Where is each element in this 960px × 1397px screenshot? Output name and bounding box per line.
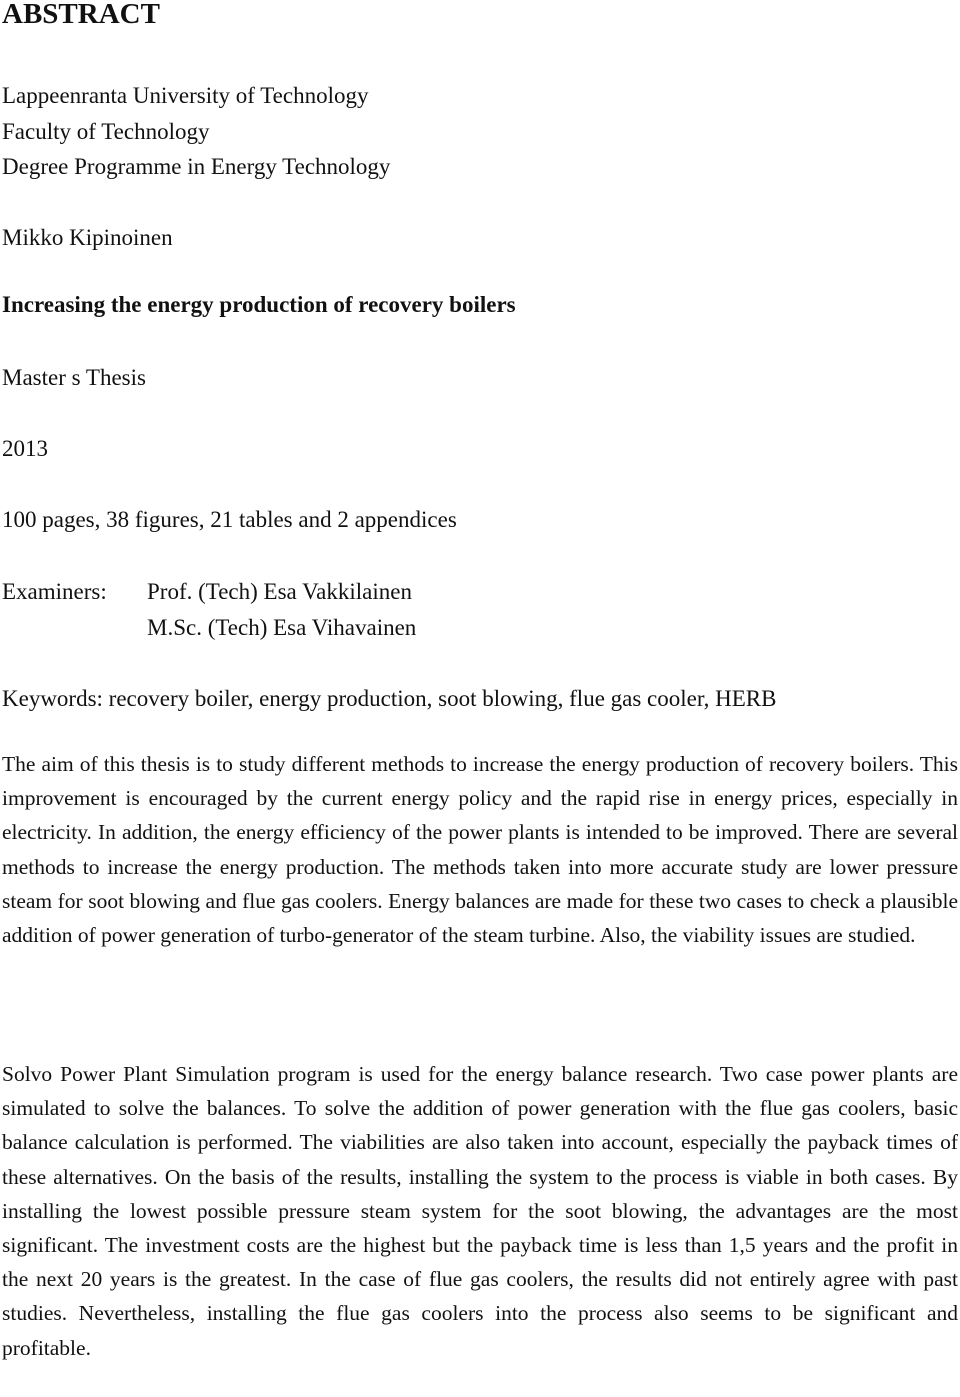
examiner-1: Prof. (Tech) Esa Vakkilainen [147,579,412,604]
thesis-type: Master s Thesis [2,365,146,390]
author-name: Mikko Kipinoinen [2,225,173,250]
university-name: Lappeenranta University of Technology [2,83,369,108]
thesis-year: 2013 [2,436,48,461]
abstract-heading: ABSTRACT [2,0,160,30]
abstract-paragraph-2: Solvo Power Plant Simulation program is used for the energy balance research. Two case power plants are simulated to solve the balances. To solve the addition of power generation with the flue gas coolers, basic balance calculation is performed. The viabilities are also taken into account, especially the payback times of these alternatives. On the basis of the results, installing the system to the process is viable in both cases. By installing the lowest possible pressure steam system for the soot blowing, the advantages are the most significant. The investment costs are the highest but the payback time is less than 1,5 years and the profit in the next 20 years is the greatest. In the case of flue gas coolers, the results did not entirely agree with past studies. Nevertheless, installing the flue gas coolers into the process also seems to be significant and profitable. [2,1062,958,1360]
examiners-label: Examiners: [2,579,107,604]
thesis-extent: 100 pages, 38 figures, 21 tables and 2 appendices [2,507,457,532]
abstract-paragraph-1: The aim of this thesis is to study different methods to increase the energy production of recovery boilers. This improvement is encouraged by the current energy policy and the rapid rise in energy prices, especially in electricity. In addition, the energy efficiency of the power plants is intended to be improved. There are several methods to increase the energy production. The methods taken into more accurate study are lower pressure steam for soot blowing and flue gas coolers. Energy balances are made for these two cases to check a plausible addition of power generation of turbo-generator of the steam turbine. Also, the viability issues are studied. [2,752,958,948]
examiner-2: M.Sc. (Tech) Esa Vihavainen [147,615,417,640]
thesis-title: Increasing the energy production of recovery boilers [2,292,516,317]
programme-name: Degree Programme in Energy Technology [2,154,391,179]
keywords-line: Keywords: recovery boiler, energy production, soot blowing, flue gas cooler, HERB [2,686,777,711]
faculty-name: Faculty of Technology [2,119,210,144]
